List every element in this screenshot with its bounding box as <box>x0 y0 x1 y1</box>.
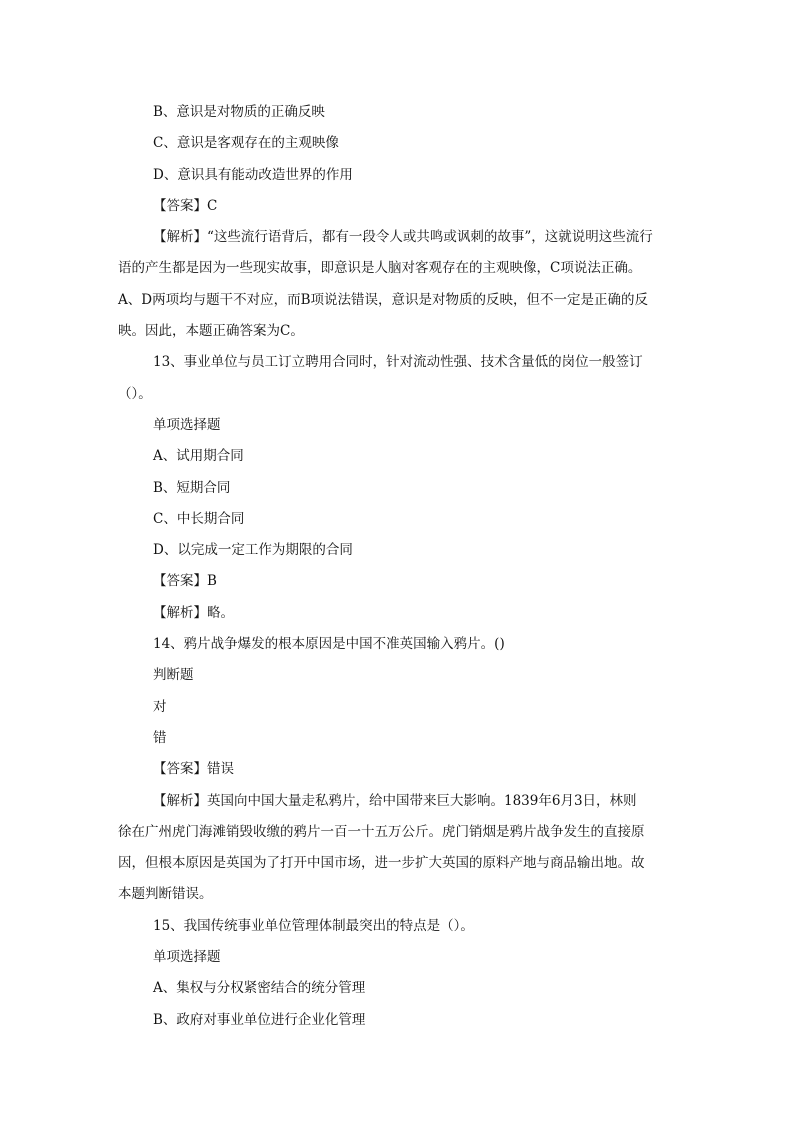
q13-option-c: C、中长期合同 <box>153 510 245 527</box>
q14-analysis-line-1: 【解析】英国向中国大量走私鸦片，给中国带来巨大影响。1839年6月3日，林则 <box>153 792 637 809</box>
q14-option-false: 错 <box>153 729 167 746</box>
q14-option-true: 对 <box>153 698 167 715</box>
q13-answer: 【答案】B <box>153 573 217 590</box>
q13-stem-line-2: （）。 <box>118 385 152 402</box>
q12-analysis-line-1: 【解析】“这些流行语背后，都有一段令人或共鸣或讽刺的故事”，这就说明这些流行 <box>153 229 653 246</box>
q13-question-type: 单项选择题 <box>153 416 221 433</box>
q13-analysis: 【解析】略。 <box>153 604 234 621</box>
q12-analysis-line-2: 语的产生都是因为一些现实故事，即意识是人脑对客观存在的主观映像，C项说法正确。 <box>118 260 642 277</box>
q14-analysis-line-4: 本题判断错误。 <box>118 886 213 903</box>
q14-question-type: 判断题 <box>153 667 194 684</box>
q14-analysis-line-3: 因，但根本原因是英国为了打开中国市场，进一步扩大英国的原料产地与商品输出地。故 <box>118 855 645 872</box>
q14-analysis-line-2: 徐在广州虎门海滩销毁收缴的鸦片一百一十五万公斤。虎门销烟是鸦片战争发生的直接原 <box>118 823 645 840</box>
q12-analysis-line-4: 映。因此，本题正确答案为C。 <box>118 323 304 340</box>
q13-stem-line-1: 13、事业单位与员工订立聘用合同时，针对流动性强、技术含量低的岗位一般签订 <box>153 354 643 371</box>
q15-option-b: B、政府对事业单位进行企业化管理 <box>153 1011 366 1028</box>
q15-option-a: A、集权与分权紧密结合的统分管理 <box>153 980 366 997</box>
q12-option-d: D、意识具有能动改造世界的作用 <box>153 166 353 183</box>
page-content <box>118 97 678 1036</box>
q12-option-b: B、意识是对物质的正确反映 <box>153 104 325 120</box>
q14-stem: 14、鸦片战争爆发的根本原因是中国不准英国输入鸦片。() <box>153 636 505 653</box>
q12-analysis-line-3: A、D两项均与题干不对应，而B项说法错误，意识是对物质的反映，但不一定是正确的反 <box>118 291 648 308</box>
q15-stem: 15、我国传统事业单位管理体制最突出的特点是（）。 <box>153 917 474 934</box>
q13-option-a: A、试用期合同 <box>153 448 244 465</box>
q13-option-d: D、以完成一定工作为期限的合同 <box>153 542 353 559</box>
q15-question-type: 单项选择题 <box>153 949 221 966</box>
q14-answer: 【答案】错误 <box>153 761 234 778</box>
q13-option-b: B、短期合同 <box>153 479 231 496</box>
q12-option-c: C、意识是客观存在的主观映像 <box>153 135 339 152</box>
q12-answer: 【答案】C <box>153 197 218 214</box>
